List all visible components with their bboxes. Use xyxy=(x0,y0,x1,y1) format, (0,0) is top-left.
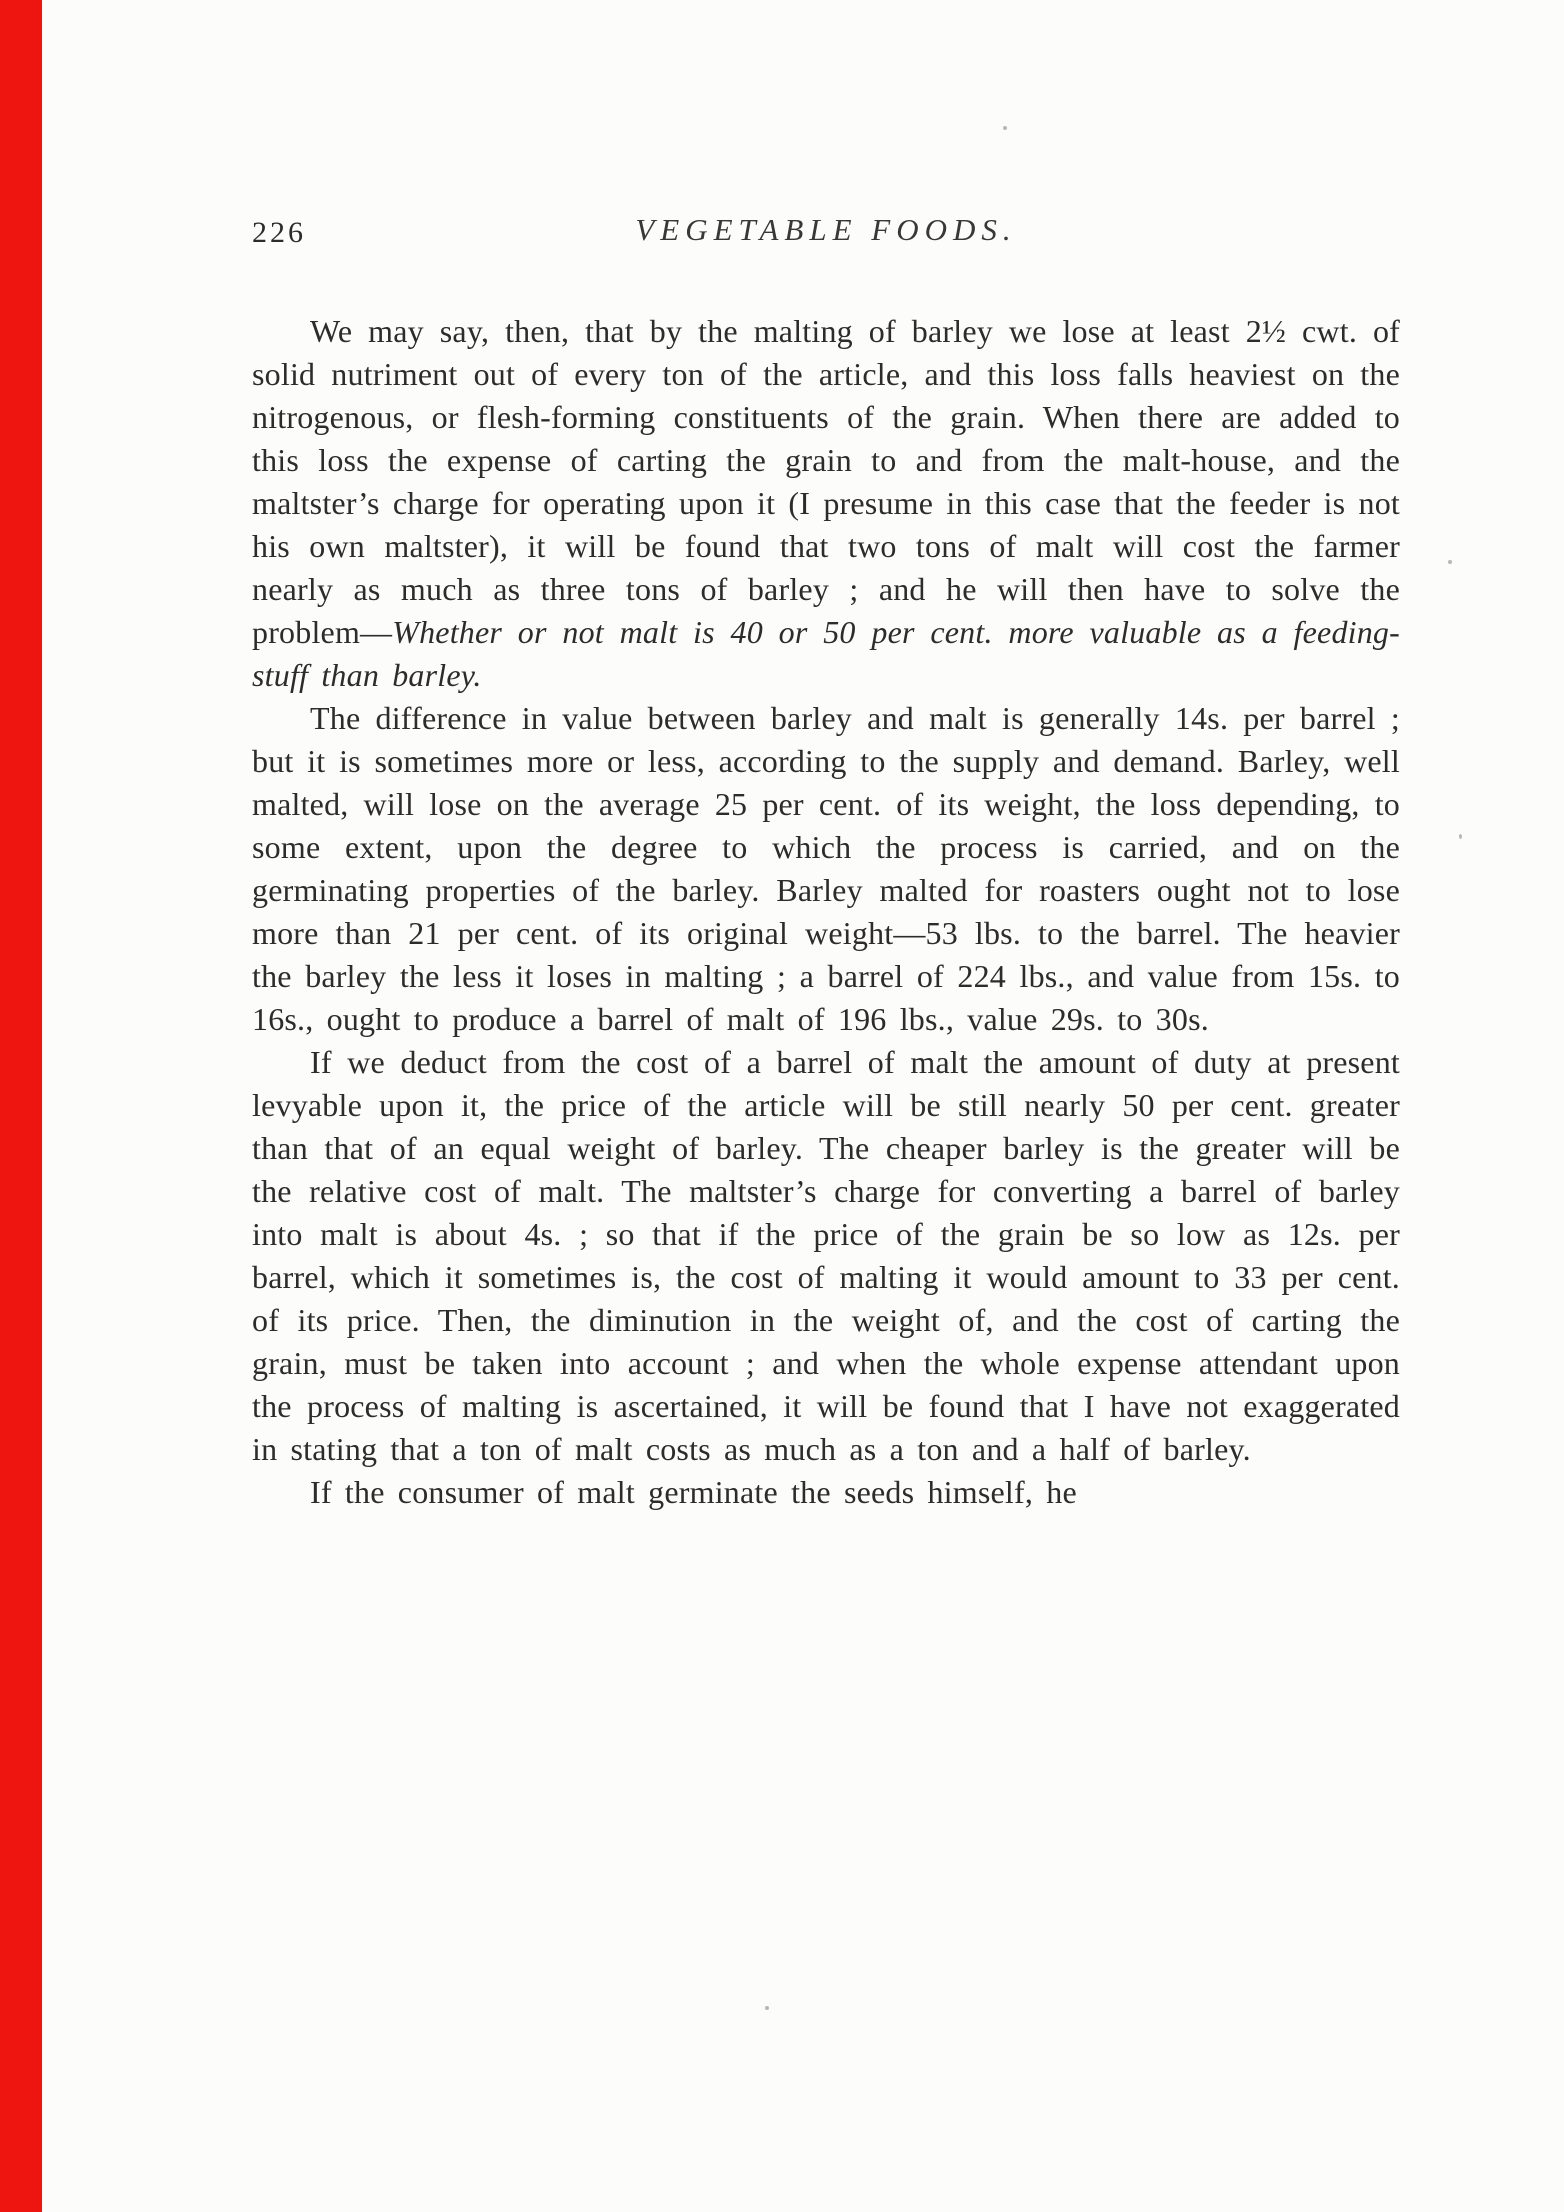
page-number: 226 xyxy=(252,216,306,249)
paragraph-run: The difference in value between barley and malt is generally 14s. per barrel ; but it is sometimes more or less, according to the supply and demand. Barley, well malted, will lose on the average 25 per cent. of its weight, the loss depending, to some extent, upon the degree to which the process is carried, and on the germinating properties of the barley. Barley malted for roasters ought not to lose more than 21 per cent. of its original weight—53 lbs. to the barrel. The heavier the barley the less it loses in malting ; a barrel of 224 lbs., and value from 15s. to 16s., ought to produce a barrel of malt of 196 lbs., value 29s. to 30s. xyxy=(252,700,1400,1037)
paragraph-run: If we deduct from the cost of a barrel of malt the amount of duty at present levyable upon it, the price of the article will be still nearly 50 per cent. greater than that of an equal weight of barley. The cheaper barley is the greater will be the relative cost of malt. The maltster’s charge for converting a barrel of barley into malt is about 4s. ; so that if the price of the grain be so low as 12s. per barrel, which it sometimes is, the cost of malting it would amount to 33 per cent. of its price. Then, the diminution in the weight of, and the cost of carting the grain, must be taken into account ; and when the whole expense attendant upon the process of malting is ascertained, it will be found that I have not exaggerated in stating that a ton of malt costs as much as a ton and a half of barley. xyxy=(252,1044,1400,1467)
paragraph-run-italic: Whether or not malt is 40 or 50 per cent. more valuable as a feeding-stuff than barley. xyxy=(252,614,1400,693)
page-header xyxy=(252,212,1400,260)
scan-speck xyxy=(1459,834,1462,839)
paragraph-run: If the consumer of malt germinate the seeds himself, he xyxy=(310,1474,1077,1510)
document-page xyxy=(252,212,1400,1514)
scan-speck xyxy=(1003,126,1007,130)
running-head: VEGETABLE FOODS. xyxy=(635,212,1017,247)
scan-red-edge xyxy=(0,0,42,2212)
paragraph xyxy=(252,310,1400,697)
body-text xyxy=(252,310,1400,1514)
scan-speck xyxy=(1448,560,1452,564)
paragraph-run: We may say, then, that by the malting of barley we lose at least 2½ cwt. of solid nutriment out of every ton of the article, and this loss falls heaviest on the nitrogenous, or flesh-forming constituents of the grain. When there are added to this loss the expense of carting the grain to and from the malt-house, and the maltster’s charge for operating upon it (I presume in this case that the feeder is not his own maltster), it will be found that two tons of malt will cost the farmer nearly as much as three tons of barley ; and he will then have to solve the problem— xyxy=(252,313,1400,650)
paragraph xyxy=(252,1041,1400,1471)
paragraph xyxy=(252,697,1400,1041)
paragraph xyxy=(252,1471,1400,1514)
scan-speck xyxy=(765,2006,769,2010)
